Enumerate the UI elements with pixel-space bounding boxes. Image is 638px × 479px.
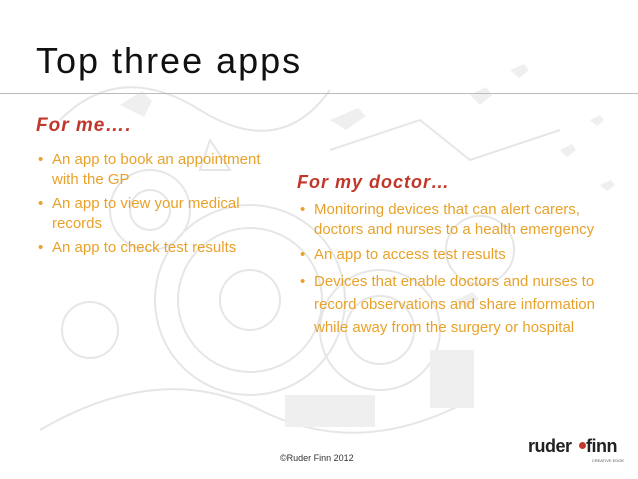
- list-item: • Monitoring devices that can alert carers, doctors and nurses to a health emergency: [298, 200, 598, 240]
- title-divider: [0, 93, 638, 94]
- list-item: • An app to view your medical records: [36, 194, 276, 234]
- for-me-heading: For me….: [36, 115, 132, 136]
- for-doctor-heading: For my doctor…: [297, 172, 451, 192]
- for-doctor-list: [298, 200, 598, 344]
- list-item: • An app to check test results: [36, 238, 276, 258]
- slide-title: Top three apps: [36, 40, 303, 81]
- logo-tagline: CREATIVE EDGE: [591, 458, 624, 463]
- logo-text-finn: finn: [586, 436, 617, 456]
- for-me-list: [36, 150, 276, 262]
- copyright-footer: ©Ruder Finn 2012: [280, 453, 354, 463]
- list-item: • An app to book an appointment with the GP: [36, 150, 276, 190]
- ruder-finn-logo: [528, 436, 624, 466]
- red-dot-icon: [579, 442, 586, 449]
- logo-text-ruder: ruder: [528, 436, 572, 456]
- list-item: • An app to access test results: [298, 245, 598, 265]
- list-item: • Devices that enable doctors and nurses to record observations and share information while away from the surgery or hospital: [298, 270, 598, 339]
